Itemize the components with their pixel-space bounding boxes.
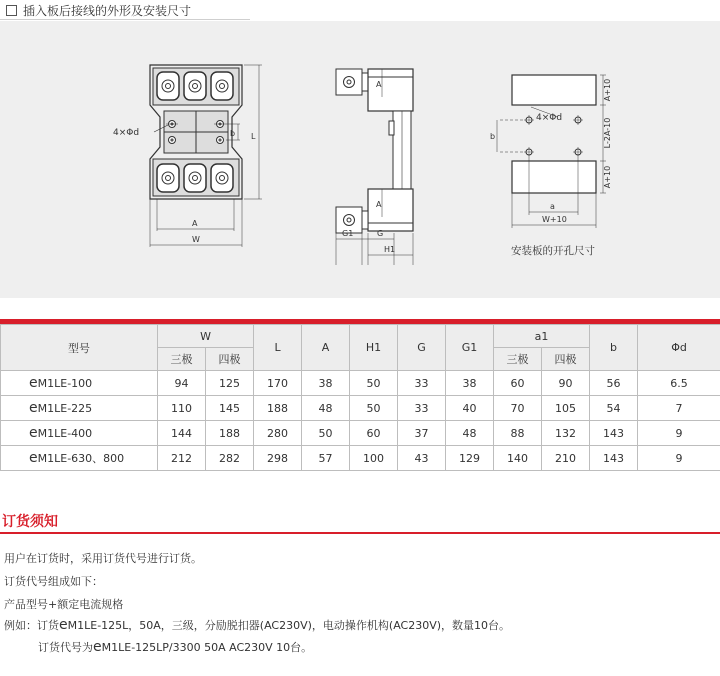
cell-G: 43: [398, 446, 446, 471]
cell-d: 9: [638, 421, 720, 446]
cell-w4: 145: [206, 396, 254, 421]
dimension-drawing: [0, 21, 720, 298]
col-a1: a1: [494, 325, 590, 348]
cell-H1: 50: [350, 371, 398, 396]
col-a1-four-pole: 四极: [542, 348, 590, 371]
cell-L: 170: [254, 371, 302, 396]
cell-a4: 105: [542, 396, 590, 421]
label-L2A10: L-2A-10: [603, 117, 612, 149]
col-A: A: [302, 325, 350, 371]
label-A: A: [192, 219, 198, 228]
spec-table-container: [0, 319, 720, 471]
dimension-drawing-panel: [0, 21, 720, 298]
label-L: L: [251, 132, 256, 141]
section-header: [2, 2, 191, 18]
cell-L: 280: [254, 421, 302, 446]
table-row: [1, 421, 720, 446]
ordering-title: 订货须知: [2, 514, 58, 530]
label-holes: 4×Φd: [113, 128, 140, 138]
cell-d: 9: [638, 446, 720, 471]
cell-w3: 144: [158, 421, 206, 446]
cell-w3: 110: [158, 396, 206, 421]
cell-w4: 282: [206, 446, 254, 471]
cell-G1: 40: [446, 396, 494, 421]
cell-G1: 38: [446, 371, 494, 396]
ordering-line-1: 用户在订货时，采用订货代号进行订货。: [4, 552, 202, 565]
cell-d: 6.5: [638, 371, 720, 396]
col-G: G: [398, 325, 446, 371]
label-A10-bottom: A+10: [603, 165, 612, 189]
label-W: W: [192, 235, 200, 244]
col-L: L: [254, 325, 302, 371]
ordering-line-3: 产品型号+额定电流规格: [4, 598, 124, 611]
cell-model: eM1LE-100: [1, 371, 158, 396]
cell-w4: 188: [206, 421, 254, 446]
cell-b: 143: [590, 446, 638, 471]
cell-d: 7: [638, 396, 720, 421]
col-H1: H1: [350, 325, 398, 371]
cell-G1: 129: [446, 446, 494, 471]
checkbox-square-icon: [6, 5, 17, 16]
col-W: W: [158, 325, 254, 348]
cell-G: 33: [398, 396, 446, 421]
cell-model: eM1LE-630、800: [1, 446, 158, 471]
section-title-rule: [0, 19, 250, 20]
cell-A: 48: [302, 396, 350, 421]
cell-model: eM1LE-225: [1, 396, 158, 421]
label-H1: H1: [384, 245, 396, 254]
cell-A: 38: [302, 371, 350, 396]
col-phid: Φd: [638, 325, 720, 371]
cell-w3: 94: [158, 371, 206, 396]
label-W10: W+10: [542, 215, 567, 224]
label-G1: G1: [342, 229, 354, 238]
label-b: b: [230, 129, 236, 138]
table-row: [1, 371, 720, 396]
cutout-caption: 安装板的开孔尺寸: [511, 245, 595, 257]
bottom-terminals: [157, 164, 233, 192]
cell-A: 50: [302, 421, 350, 446]
label-A10-top: A+10: [603, 78, 612, 102]
col-W-four-pole: 四极: [206, 348, 254, 371]
top-terminals: [157, 72, 233, 100]
cell-H1: 100: [350, 446, 398, 471]
col-b: b: [590, 325, 638, 371]
cell-w4: 125: [206, 371, 254, 396]
front-view: [150, 65, 262, 247]
cell-a3: 70: [494, 396, 542, 421]
col-G1: G1: [446, 325, 494, 371]
cell-model: eM1LE-400: [1, 421, 158, 446]
cell-a3: 60: [494, 371, 542, 396]
label-G: G: [377, 229, 384, 238]
table-row: [1, 396, 720, 421]
label-cutout-b: b: [490, 132, 496, 141]
cell-a3: 140: [494, 446, 542, 471]
cell-b: 54: [590, 396, 638, 421]
cell-G: 33: [398, 371, 446, 396]
cell-H1: 60: [350, 421, 398, 446]
cell-L: 298: [254, 446, 302, 471]
col-model: 型号: [1, 325, 158, 371]
ordering-title-rule: [0, 532, 720, 534]
ordering-line-4: 例如：订货eM1LE-125L，50A，三级，分励脱扣器(AC230V)，电动操作机构(AC230V)，数量10台。: [4, 617, 511, 633]
col-a1-three-pole: 三极: [494, 348, 542, 371]
cell-a3: 88: [494, 421, 542, 446]
cell-G: 37: [398, 421, 446, 446]
spec-table: [0, 324, 720, 471]
cell-a4: 210: [542, 446, 590, 471]
cell-A: 57: [302, 446, 350, 471]
cell-w3: 212: [158, 446, 206, 471]
cell-b: 56: [590, 371, 638, 396]
label-a: a: [550, 202, 555, 211]
cell-H1: 50: [350, 396, 398, 421]
cell-G1: 48: [446, 421, 494, 446]
ordering-line-2: 订货代号组成如下：: [4, 575, 103, 588]
section-title: 插入板后接线的外形及安装尺寸: [23, 3, 192, 18]
col-W-three-pole: 三极: [158, 348, 206, 371]
table-row: [1, 446, 720, 471]
cell-a4: 90: [542, 371, 590, 396]
label-cutout-holes: 4×Φd: [536, 113, 563, 123]
label-side-A-top: A: [376, 80, 382, 89]
label-side-A-bottom: A: [376, 200, 382, 209]
cell-b: 143: [590, 421, 638, 446]
cell-L: 188: [254, 396, 302, 421]
ordering-line-5: 订货代号为eM1LE-125LP/3300 50A AC230V 10台。: [38, 639, 313, 655]
cell-a4: 132: [542, 421, 590, 446]
